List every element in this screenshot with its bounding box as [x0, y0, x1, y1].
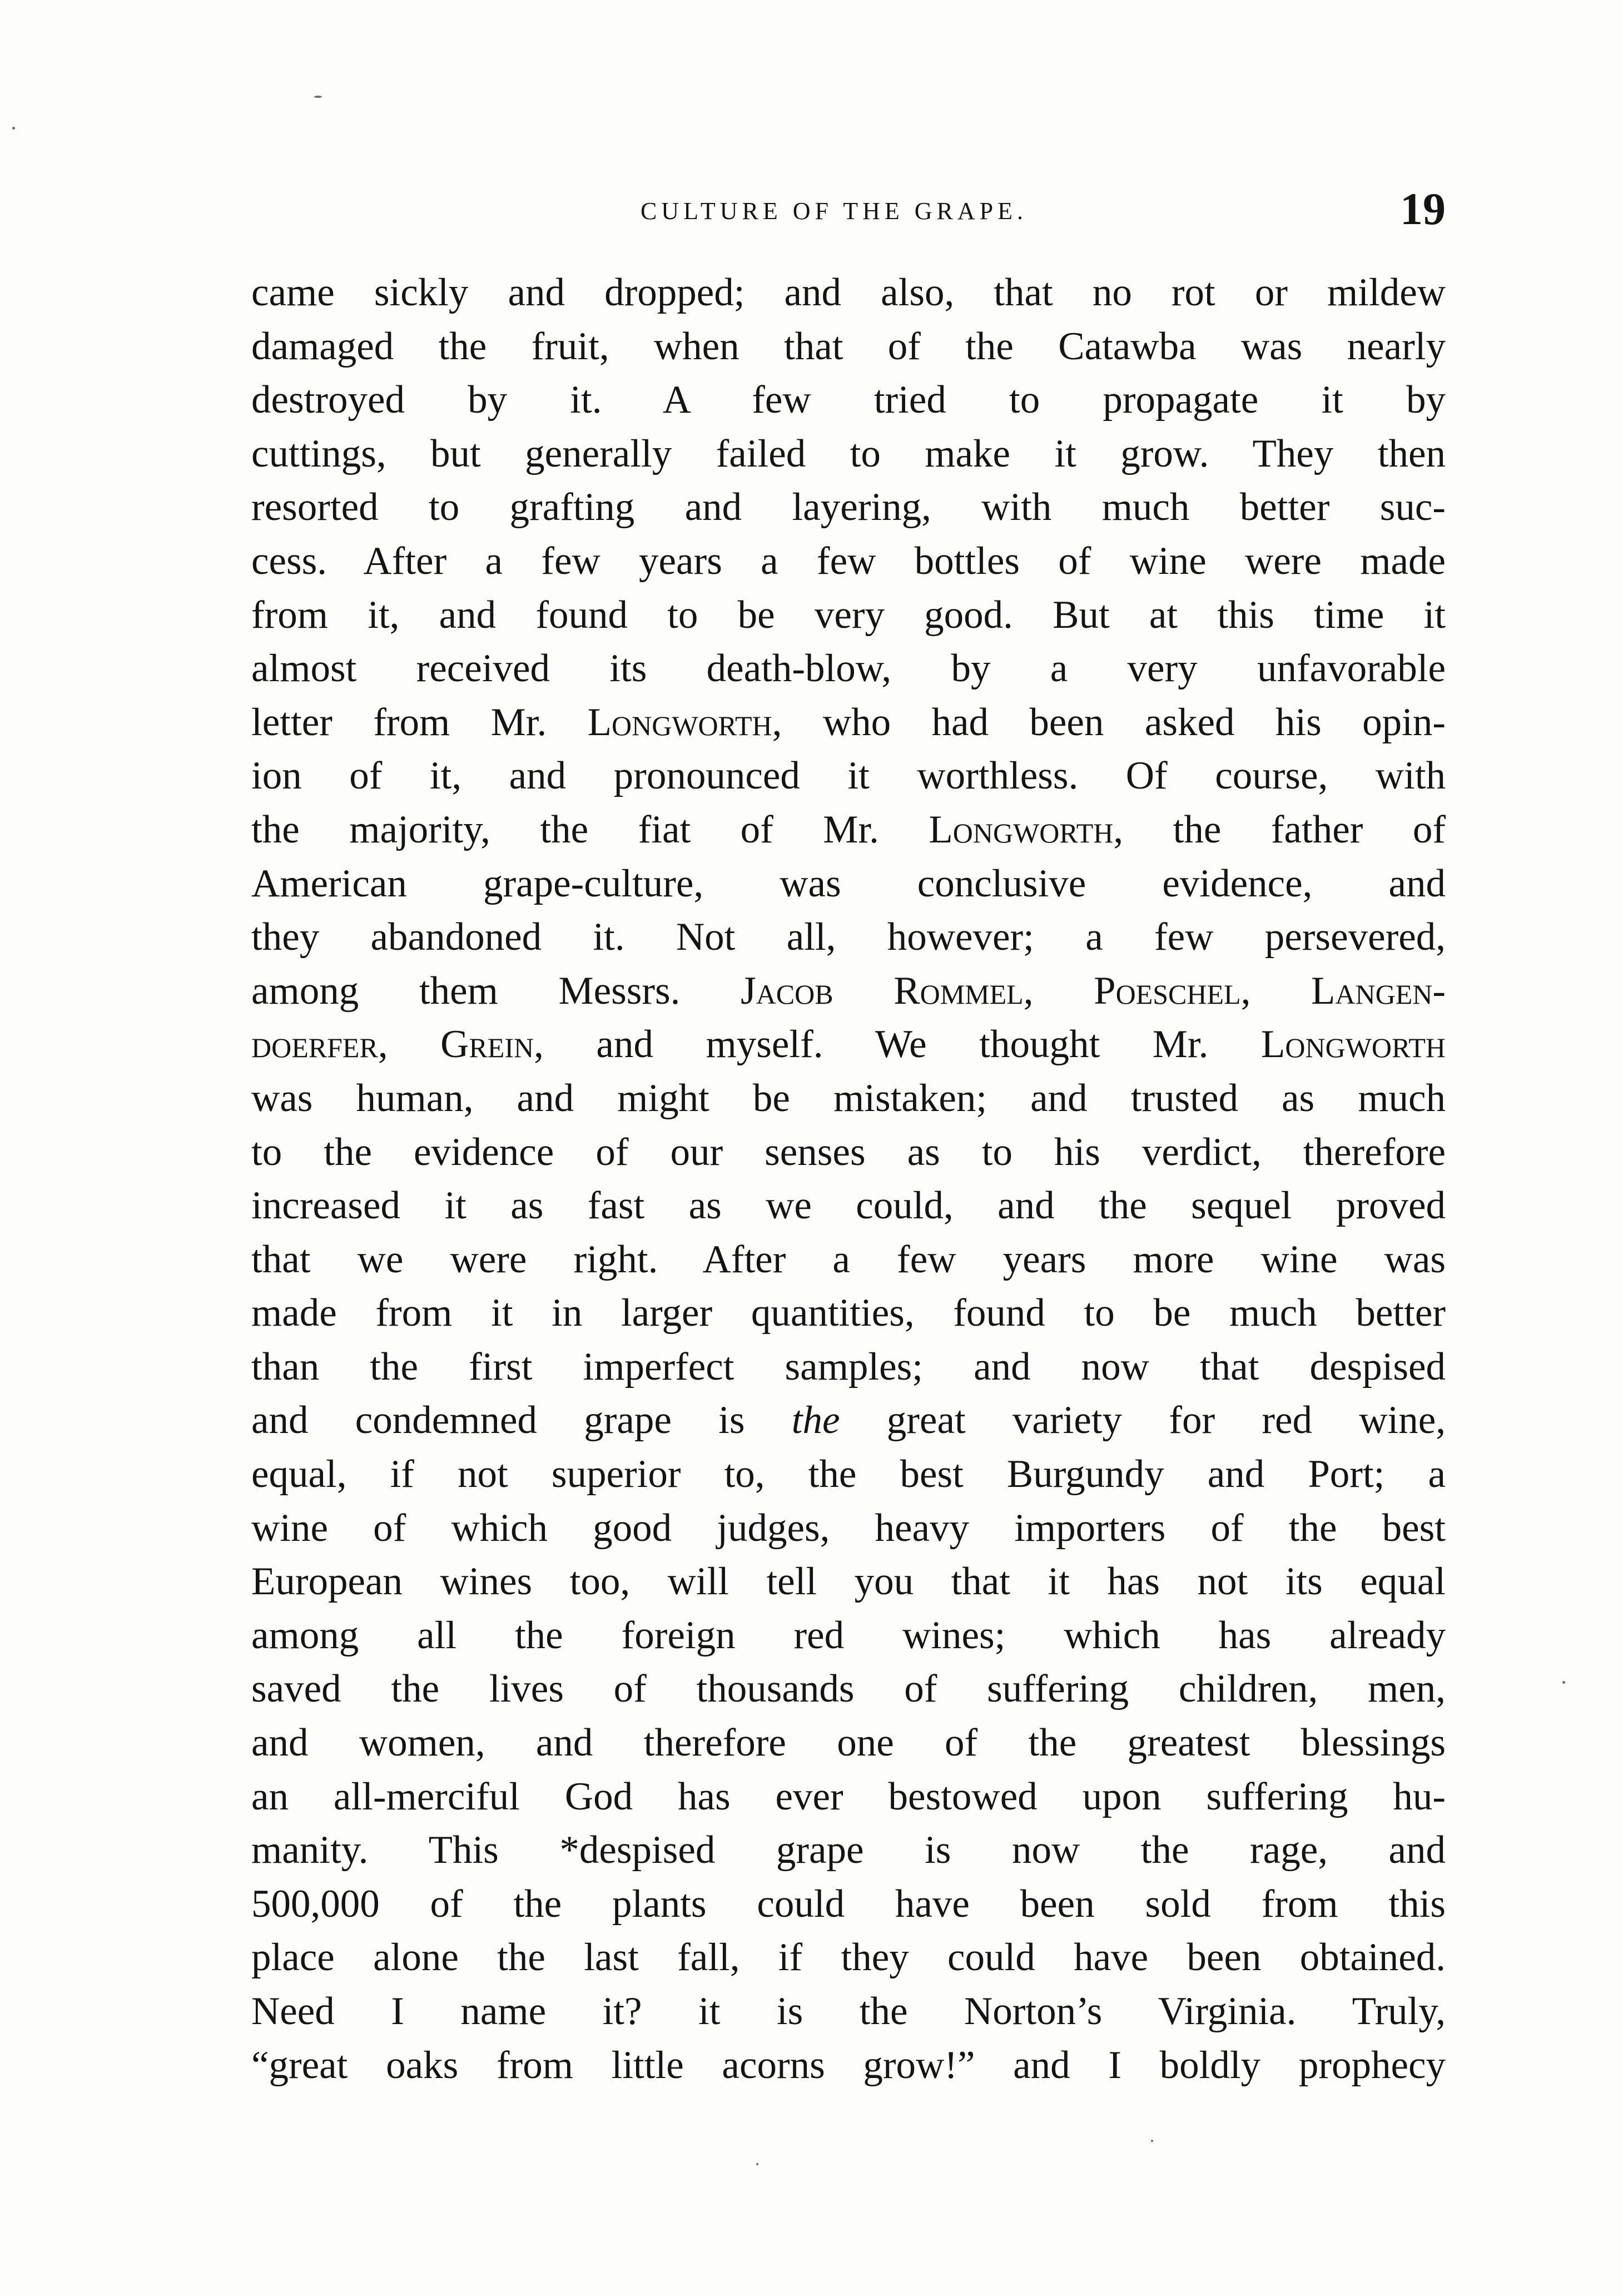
- text-segment: came sickly and dropped; and also, that no rot or mildew: [251, 271, 1446, 314]
- text-line: [251, 1770, 1446, 1824]
- text-segment: was human, and might be mistaken; and trusted as much: [251, 1076, 1446, 1120]
- text-line: [251, 480, 1446, 534]
- text-segment: damaged the fruit, when that of the Catawba was nearly: [251, 324, 1446, 368]
- text-line: [251, 1286, 1446, 1340]
- text-segment: and condemned grape is: [251, 1399, 792, 1442]
- text-segment: place alone the last fall, if they could have been obtained.: [251, 1936, 1446, 1980]
- text-line: [251, 1394, 1446, 1447]
- text-segment: among them Messrs.: [251, 969, 741, 1013]
- text-segment: to the evidence of our senses as to his verdict, therefore: [251, 1130, 1446, 1174]
- text-segment: cess. After a few years a few bottles of wine were made: [251, 539, 1446, 583]
- text-line: [251, 1716, 1446, 1770]
- body-text: [251, 266, 1446, 2092]
- small-caps-name: Grein: [440, 1023, 534, 1067]
- text-segment: great variety for red wine,: [840, 1399, 1446, 1442]
- text-line: [251, 964, 1446, 1018]
- scan-speck: [12, 127, 15, 130]
- text-segment: , who had been asked his opin-: [772, 700, 1446, 744]
- italic-word: the: [791, 1399, 840, 1442]
- scan-speck: [1151, 2140, 1153, 2142]
- text-segment: the majority, the fiat of Mr.: [251, 807, 929, 851]
- text-segment: made from it in larger quantities, found to be much better: [251, 1291, 1446, 1335]
- text-segment: they abandoned it. Not all, however; a few persevered,: [251, 915, 1446, 959]
- text-line: [251, 1877, 1446, 1931]
- small-caps-name: Jacob Rommel: [741, 969, 1024, 1013]
- text-segment: letter from Mr.: [251, 700, 588, 744]
- text-segment: that we were right. After a few years more wine was: [251, 1237, 1446, 1281]
- text-line: [251, 803, 1446, 857]
- text-segment: Need I name it? it is the Norton’s Virginia. Truly,: [251, 1990, 1446, 2033]
- text-line: [251, 1447, 1446, 1501]
- text-segment: “great oaks from little acorns grow!” and I boldly prophecy: [251, 2043, 1446, 2087]
- running-title: CULTURE OF THE GRAPE.: [640, 197, 1028, 225]
- text-segment: 500,000 of the plants could have been sold from this: [251, 1882, 1446, 1926]
- text-line: [251, 1555, 1446, 1609]
- text-line: [251, 857, 1446, 911]
- text-segment: among all the foreign red wines; which has already: [251, 1613, 1446, 1657]
- text-segment: than the first imperfect samples; and now that despised: [251, 1345, 1446, 1388]
- text-line: [251, 749, 1446, 803]
- text-segment: , and myself. We thought Mr.: [534, 1023, 1261, 1067]
- text-line: [251, 1501, 1446, 1555]
- page-number: 19: [1400, 184, 1446, 234]
- text-segment: an all-merciful God has ever bestowed upon suffering hu-: [251, 1774, 1446, 1818]
- text-segment: ,: [378, 1023, 441, 1067]
- text-line: [251, 373, 1446, 427]
- text-line: [251, 1233, 1446, 1287]
- text-segment: from it, and found to be very good. But at this time it: [251, 593, 1446, 637]
- scan-speck: [314, 96, 322, 98]
- text-segment: cuttings, but generally failed to make it grow. They then: [251, 432, 1446, 475]
- text-line: [251, 1823, 1446, 1877]
- text-segment: equal, if not superior to, the best Burgundy and Port; a: [251, 1452, 1446, 1496]
- text-segment: European wines too, will tell you that it has not its equal: [251, 1560, 1446, 1604]
- text-line: [251, 1340, 1446, 1394]
- text-segment: and women, and therefore one of the greatest blessings: [251, 1721, 1446, 1765]
- text-line: [251, 427, 1446, 481]
- text-line: [251, 696, 1446, 750]
- small-caps-name: Longworth: [587, 700, 772, 744]
- text-segment: ,: [1240, 969, 1311, 1013]
- text-line: [251, 910, 1446, 964]
- text-segment: , the father of: [1113, 807, 1446, 851]
- text-line: [251, 1662, 1446, 1716]
- text-segment: saved the lives of thousands of suffering children, men,: [251, 1667, 1446, 1711]
- small-caps-name: Langen-: [1311, 969, 1446, 1013]
- text-segment: destroyed by it. A few tried to propagate it by: [251, 378, 1446, 422]
- text-line: [251, 1609, 1446, 1663]
- text-line: [251, 320, 1446, 374]
- small-caps-name: doerfer: [251, 1023, 378, 1067]
- text-line: [251, 534, 1446, 588]
- text-segment: resorted to grafting and layering, with much better suc-: [251, 485, 1446, 529]
- small-caps-name: Longworth: [929, 807, 1114, 851]
- small-caps-name: Longworth: [1261, 1023, 1446, 1067]
- text-line: [251, 642, 1446, 696]
- scan-speck: [1562, 1681, 1565, 1684]
- text-segment: American grape-culture, was conclusive evidence, and: [251, 861, 1446, 905]
- text-line: [251, 1179, 1446, 1233]
- text-line: [251, 1985, 1446, 2039]
- small-caps-name: Poeschel: [1094, 969, 1241, 1013]
- text-segment: manity. This *despised grape is now the rage, and: [251, 1828, 1446, 1872]
- text-line: [251, 1072, 1446, 1125]
- text-segment: almost received its death-blow, by a very unfavorable: [251, 647, 1446, 691]
- text-segment: wine of which good judges, heavy importers of the best: [251, 1506, 1446, 1550]
- text-line: [251, 2039, 1446, 2092]
- text-segment: increased it as fast as we could, and the sequel proved: [251, 1184, 1446, 1228]
- text-line: [251, 266, 1446, 320]
- text-segment: ion of it, and pronounced it worthless. Of course, with: [251, 754, 1446, 798]
- text-line: [251, 1931, 1446, 1985]
- scan-speck: [756, 2163, 758, 2165]
- text-line: [251, 1018, 1446, 1072]
- text-line: [251, 588, 1446, 642]
- text-segment: ,: [1023, 969, 1094, 1013]
- running-head: [0, 184, 1623, 234]
- text-line: [251, 1125, 1446, 1179]
